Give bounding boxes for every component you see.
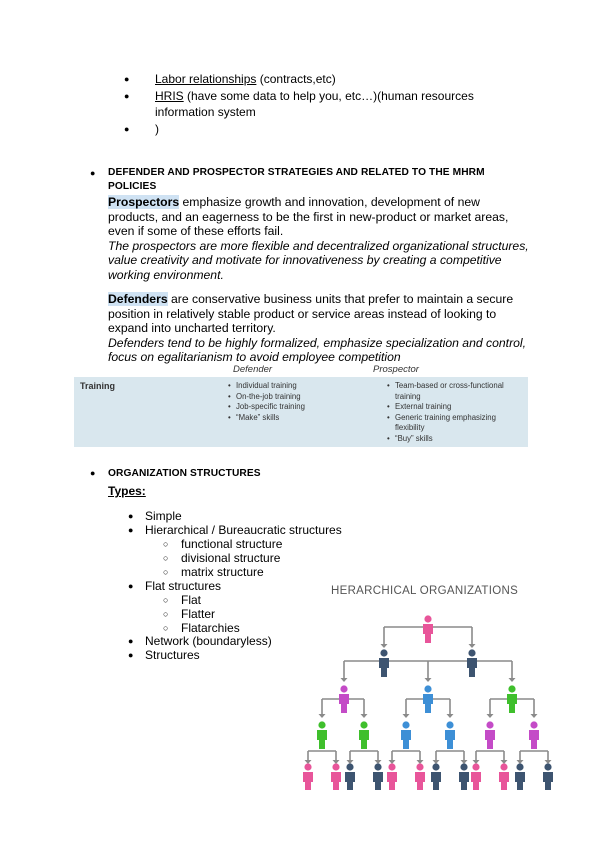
- person-icon: [317, 721, 327, 749]
- circle-bullet: ○: [163, 623, 169, 633]
- person-icon: [485, 721, 495, 749]
- person-icon: [423, 685, 433, 713]
- list-item: [155, 72, 336, 87]
- circle-bullet: ○: [163, 595, 169, 605]
- para-text: position in relatively stable product or service areas instead of looking to: [108, 306, 497, 321]
- para-italic: working environment.: [108, 267, 224, 282]
- person-icon: [331, 763, 341, 790]
- person-icon: [471, 763, 481, 790]
- bullet-dot: ●: [90, 468, 96, 478]
- list-item: Structures: [145, 648, 200, 662]
- para-text: expand into uncharted territory.: [108, 321, 276, 335]
- list-subitem: divisional structure: [181, 551, 281, 565]
- circle-bullet: ○: [163, 539, 169, 549]
- list-item: ): [155, 122, 159, 136]
- person-icon: [303, 763, 313, 790]
- person-icon: [507, 685, 517, 713]
- defenders-term: Defenders: [108, 292, 168, 306]
- list-subitem: matrix structure: [181, 565, 264, 579]
- table-list-item: • On-the-job training: [228, 392, 305, 403]
- continuation-text: flexibility: [395, 423, 425, 432]
- arrow-head: [381, 644, 388, 648]
- training-table: [74, 377, 528, 447]
- person-icon: [499, 763, 509, 790]
- arrow-head: [487, 714, 494, 718]
- column-header-defender: Defender: [233, 364, 273, 375]
- table-list-item: • Job-specific training: [228, 402, 305, 413]
- bullet-dot: ●: [124, 124, 130, 134]
- arrow-head: [469, 644, 476, 648]
- person-icon: [415, 763, 425, 790]
- row-label-training: Training: [80, 381, 116, 391]
- bullet-dot: ●: [128, 581, 134, 591]
- circle-bullet: ○: [163, 567, 169, 577]
- table-list-item: • External training: [387, 402, 504, 413]
- list-item: Flat structures: [145, 579, 222, 593]
- arrow-head: [341, 678, 348, 682]
- arrow-head: [509, 678, 516, 682]
- para-italic: value creativity and motivate for innovativeness by creating a competitive: [108, 253, 502, 267]
- labor-relationships-link[interactable]: Labor relationships: [155, 72, 257, 86]
- person-icon: [459, 763, 469, 790]
- arrow-head: [425, 678, 432, 682]
- table-list-item: • Individual training: [228, 381, 305, 392]
- para-text: emphasize growth and innovation, development of new: [179, 195, 480, 209]
- circle-bullet: ○: [163, 609, 169, 619]
- list-item-text: (have some data to help you, etc…)(human resources: [183, 89, 474, 103]
- person-icon: [339, 685, 349, 713]
- para-text: even if some of these efforts fail.: [108, 224, 284, 238]
- prospectors-term: Prospectors: [108, 195, 180, 209]
- people-figures: [303, 615, 553, 790]
- person-icon: [373, 763, 383, 790]
- list-item-continuation: information system: [155, 105, 256, 119]
- continuation-text: training: [395, 391, 421, 401]
- table-list-item: • “Make” skills: [228, 413, 305, 424]
- para-italic: Defenders tend to be highly formalized, emphasize specialization and control,: [108, 335, 526, 350]
- bullet-dot: ●: [124, 91, 130, 101]
- arrow-head: [361, 714, 368, 718]
- heading-line: POLICIES: [108, 181, 157, 192]
- defenders-paragraph: [108, 292, 533, 365]
- column-header-prospector: Prospector: [373, 364, 419, 375]
- list-subitem: Flatarchies: [181, 621, 240, 635]
- bullet-dot: ●: [128, 525, 134, 535]
- person-icon: [423, 615, 433, 643]
- para-italic: The prospectors are more flexible and decentralized organizational structures,: [108, 238, 529, 253]
- person-icon: [445, 721, 455, 749]
- person-icon: [401, 721, 411, 749]
- arrow-head: [403, 714, 410, 718]
- table-list-item-continuation: [387, 392, 504, 403]
- list-item: Network (boundaryless): [145, 634, 272, 648]
- arrow-head: [531, 714, 538, 718]
- heading-line: DEFENDER AND PROSPECTOR STRATEGIES AND RELATED TO THE MHRM: [108, 167, 485, 178]
- person-icon: [467, 649, 477, 677]
- types-label: Types:: [108, 484, 146, 498]
- table-list-item: • Team-based or cross-functional: [387, 381, 504, 392]
- person-icon: [359, 721, 369, 749]
- table-list-item: • Generic training emphasizing: [387, 413, 504, 424]
- bullet-dot: ●: [128, 636, 134, 646]
- para-text: are conservative business units that prefer to maintain a secure: [167, 292, 514, 306]
- bullet-dot: ●: [128, 650, 134, 660]
- person-icon: [431, 763, 441, 790]
- person-icon: [543, 763, 553, 790]
- person-icon: [529, 721, 539, 749]
- prospectors-paragraph: [108, 195, 533, 282]
- list-item: [155, 89, 474, 104]
- para-text: products, and an eagerness to be the first in new-product or market areas,: [108, 209, 509, 224]
- section-heading-strategies: [108, 166, 528, 194]
- arrow-head: [319, 714, 326, 718]
- list-item: Hierarchical / Bureaucratic structures: [145, 523, 342, 537]
- list-item-text: (contracts,etc): [256, 72, 336, 86]
- bullet-dot: ●: [124, 74, 130, 84]
- figure-title: HERARCHICAL ORGANIZATIONS: [331, 585, 519, 597]
- hierarchy-diagram: [296, 605, 566, 790]
- para-italic: focus on egalitarianism to avoid employee competition: [108, 350, 401, 364]
- list-subitem: functional structure: [181, 537, 283, 551]
- prospector-list: [387, 381, 504, 444]
- bullet-dot: ●: [128, 511, 134, 521]
- person-icon: [515, 763, 525, 790]
- table-list-item-continuation: [387, 423, 504, 434]
- arrow-head: [447, 714, 454, 718]
- list-subitem: Flatter: [181, 607, 216, 621]
- person-icon: [387, 763, 397, 790]
- person-icon: [345, 763, 355, 790]
- hris-link[interactable]: HRIS: [155, 89, 184, 103]
- section-heading-org-structures: ORGANIZATION STRUCTURES: [108, 468, 261, 479]
- defender-list: [228, 381, 305, 423]
- person-icon: [379, 649, 389, 677]
- table-list-item: • “Buy” skills: [387, 434, 504, 445]
- circle-bullet: ○: [163, 553, 169, 563]
- list-item: Simple: [145, 509, 182, 523]
- bullet-dot: ●: [90, 168, 96, 178]
- list-subitem: Flat: [181, 593, 202, 607]
